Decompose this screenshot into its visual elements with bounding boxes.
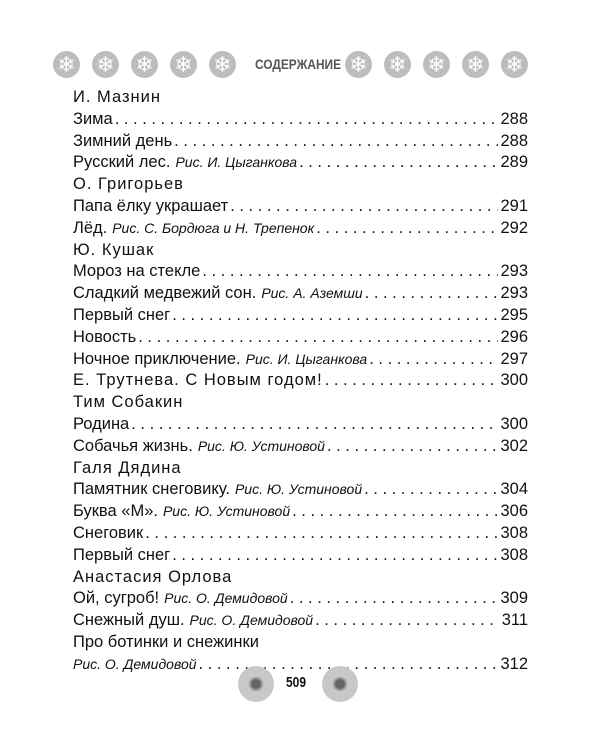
entry-title: Собачья жизнь. (73, 436, 193, 455)
snowflake-icon: ❄ (423, 51, 450, 78)
snowflake-icon: ❄ (92, 51, 119, 78)
dot-leader (172, 305, 498, 327)
dot-leader (364, 479, 498, 501)
author-name: О. Григорьев (73, 175, 184, 194)
entry-page-number: 288 (500, 131, 528, 150)
illustrator-credit: Рис. О. Демидовой (189, 612, 314, 629)
dot-leader (174, 131, 498, 153)
toc-entry (73, 545, 528, 567)
toc-author (73, 87, 528, 109)
page-footer (0, 666, 600, 706)
entry-title: Про ботинки и снежинки (73, 632, 259, 651)
toc-entry (73, 370, 528, 392)
entry-page-number: 295 (500, 305, 528, 324)
entry-title: Снежный душ. (73, 611, 185, 630)
entry-page-number: 293 (500, 284, 528, 303)
entry-page-number: 288 (500, 109, 528, 128)
entry-title: Зима (73, 109, 113, 128)
toc-entry (73, 305, 528, 327)
entry-title: Лёд. (73, 218, 108, 237)
toc-entry (73, 152, 528, 174)
snowflake-icon: ❄ (131, 51, 158, 78)
snowflake-icon: ❄ (345, 51, 372, 78)
table-of-contents (73, 87, 528, 676)
dot-leader (145, 523, 498, 545)
dot-leader (325, 370, 499, 392)
dot-leader (115, 109, 499, 131)
entry-page-number: 304 (500, 480, 528, 499)
author-name: Тим Собакин (73, 393, 184, 412)
entry-title: Памятник снеговику. (73, 480, 230, 499)
entry-page-number: 291 (500, 196, 528, 215)
dot-leader (369, 349, 498, 371)
entry-page-number: 300 (500, 414, 528, 433)
illustrator-credit: Рис. Ю. Устиновой (162, 503, 291, 520)
dot-leader (316, 218, 498, 240)
illustrator-credit: Рис. И. Цыганкова (175, 154, 298, 171)
toc-entry (73, 261, 528, 283)
entry-title: Снеговик (73, 523, 144, 542)
entry-title: Папа ёлку украшает (73, 196, 229, 215)
dot-leader (172, 545, 498, 567)
toc-author (73, 392, 528, 414)
dot-leader (327, 436, 499, 458)
entry-title: Зимний день (73, 131, 173, 150)
ornament-icon (322, 666, 358, 702)
dot-leader (202, 261, 498, 283)
entry-title: Первый снег (73, 545, 171, 564)
snowflake-icon: ❄ (53, 51, 80, 78)
snowflake-icon: ❄ (501, 51, 528, 78)
entry-title: Сладкий медвежий сон. (73, 284, 257, 303)
entry-page-number: 300 (500, 371, 528, 390)
illustrator-credit: Рис. О. Демидовой (73, 655, 197, 672)
dot-leader (365, 283, 499, 305)
toc-entry (73, 349, 528, 371)
author-name: Галя Дядина (73, 458, 182, 477)
entry-title: Русский лес. (73, 153, 171, 172)
entry-title: Новость (73, 327, 137, 346)
toc-entry (73, 109, 528, 131)
snowflake-icon: ❄ (384, 51, 411, 78)
snowflake-icon: ❄ (462, 51, 489, 78)
author-name: И. Мазнин (73, 88, 161, 106)
entry-page-number: 311 (501, 611, 528, 630)
toc-author (73, 240, 528, 262)
toc-entry (73, 523, 528, 545)
entry-page-number: 312 (500, 654, 528, 673)
dot-leader (138, 327, 498, 349)
entry-title: Родина (73, 414, 130, 433)
snowflake-icon: ❄ (209, 51, 236, 78)
illustrator-credit: Рис. Ю. Устиновой (234, 481, 363, 498)
dot-leader (299, 152, 498, 174)
entry-page-number: 308 (500, 523, 528, 542)
toc-entry (73, 131, 528, 153)
author-name: Анастасия Орлова (73, 567, 233, 586)
entry-title: Е. Трутнева. С Новым годом! (73, 371, 323, 390)
illustrator-credit: Рис. А. Аземши (261, 285, 363, 302)
section-title: СОДЕРЖАНИЕ (255, 56, 342, 72)
toc-author (73, 567, 528, 589)
entry-page-number: 293 (500, 262, 528, 281)
toc-entry (73, 479, 528, 501)
toc-author (73, 174, 528, 196)
toc-entry (73, 283, 528, 305)
entry-page-number: 296 (500, 327, 528, 346)
toc-entry (73, 436, 528, 458)
entry-page-number: 292 (500, 218, 528, 237)
entry-title: Первый снег (73, 305, 171, 324)
entry-page-number: 306 (500, 502, 528, 521)
toc-author (73, 458, 528, 480)
entry-page-number: 297 (500, 349, 528, 368)
dot-leader (131, 414, 498, 436)
dot-leader (290, 588, 499, 610)
illustrator-credit: Рис. Ю. Устиновой (197, 437, 325, 454)
illustrator-credit: Рис. С. Бордюга и Н. Трепенок (112, 219, 315, 236)
entry-title: Ой, сугроб! (73, 589, 160, 608)
entry-title: Мороз на стекле (73, 262, 201, 281)
toc-entry (73, 501, 528, 523)
snowflake-icon: ❄ (170, 51, 197, 78)
toc-entry (73, 327, 528, 349)
toc-entry (73, 414, 528, 436)
entry-page-number: 289 (500, 153, 528, 172)
entry-title: Ночное приключение. (73, 349, 241, 368)
toc-entry (73, 218, 528, 240)
toc-entry (73, 196, 528, 218)
author-name: Ю. Кушак (73, 240, 155, 259)
illustrator-credit: Рис. О. Демидовой (164, 590, 288, 607)
toc-entry (73, 610, 528, 632)
dot-leader (292, 501, 498, 523)
entry-page-number: 308 (500, 545, 528, 564)
entry-page-number: 302 (500, 436, 528, 455)
toc-title (73, 632, 528, 654)
dot-leader (230, 196, 498, 218)
dot-leader (315, 610, 500, 632)
illustrator-credit: Рис. И. Цыганкова (245, 350, 368, 367)
toc-entry (73, 588, 528, 610)
entry-page-number: 309 (500, 589, 528, 608)
page-header (0, 50, 600, 80)
ornament-icon (238, 666, 274, 702)
entry-title: Буква «М». (73, 502, 158, 521)
page-number: 509 (286, 674, 307, 691)
